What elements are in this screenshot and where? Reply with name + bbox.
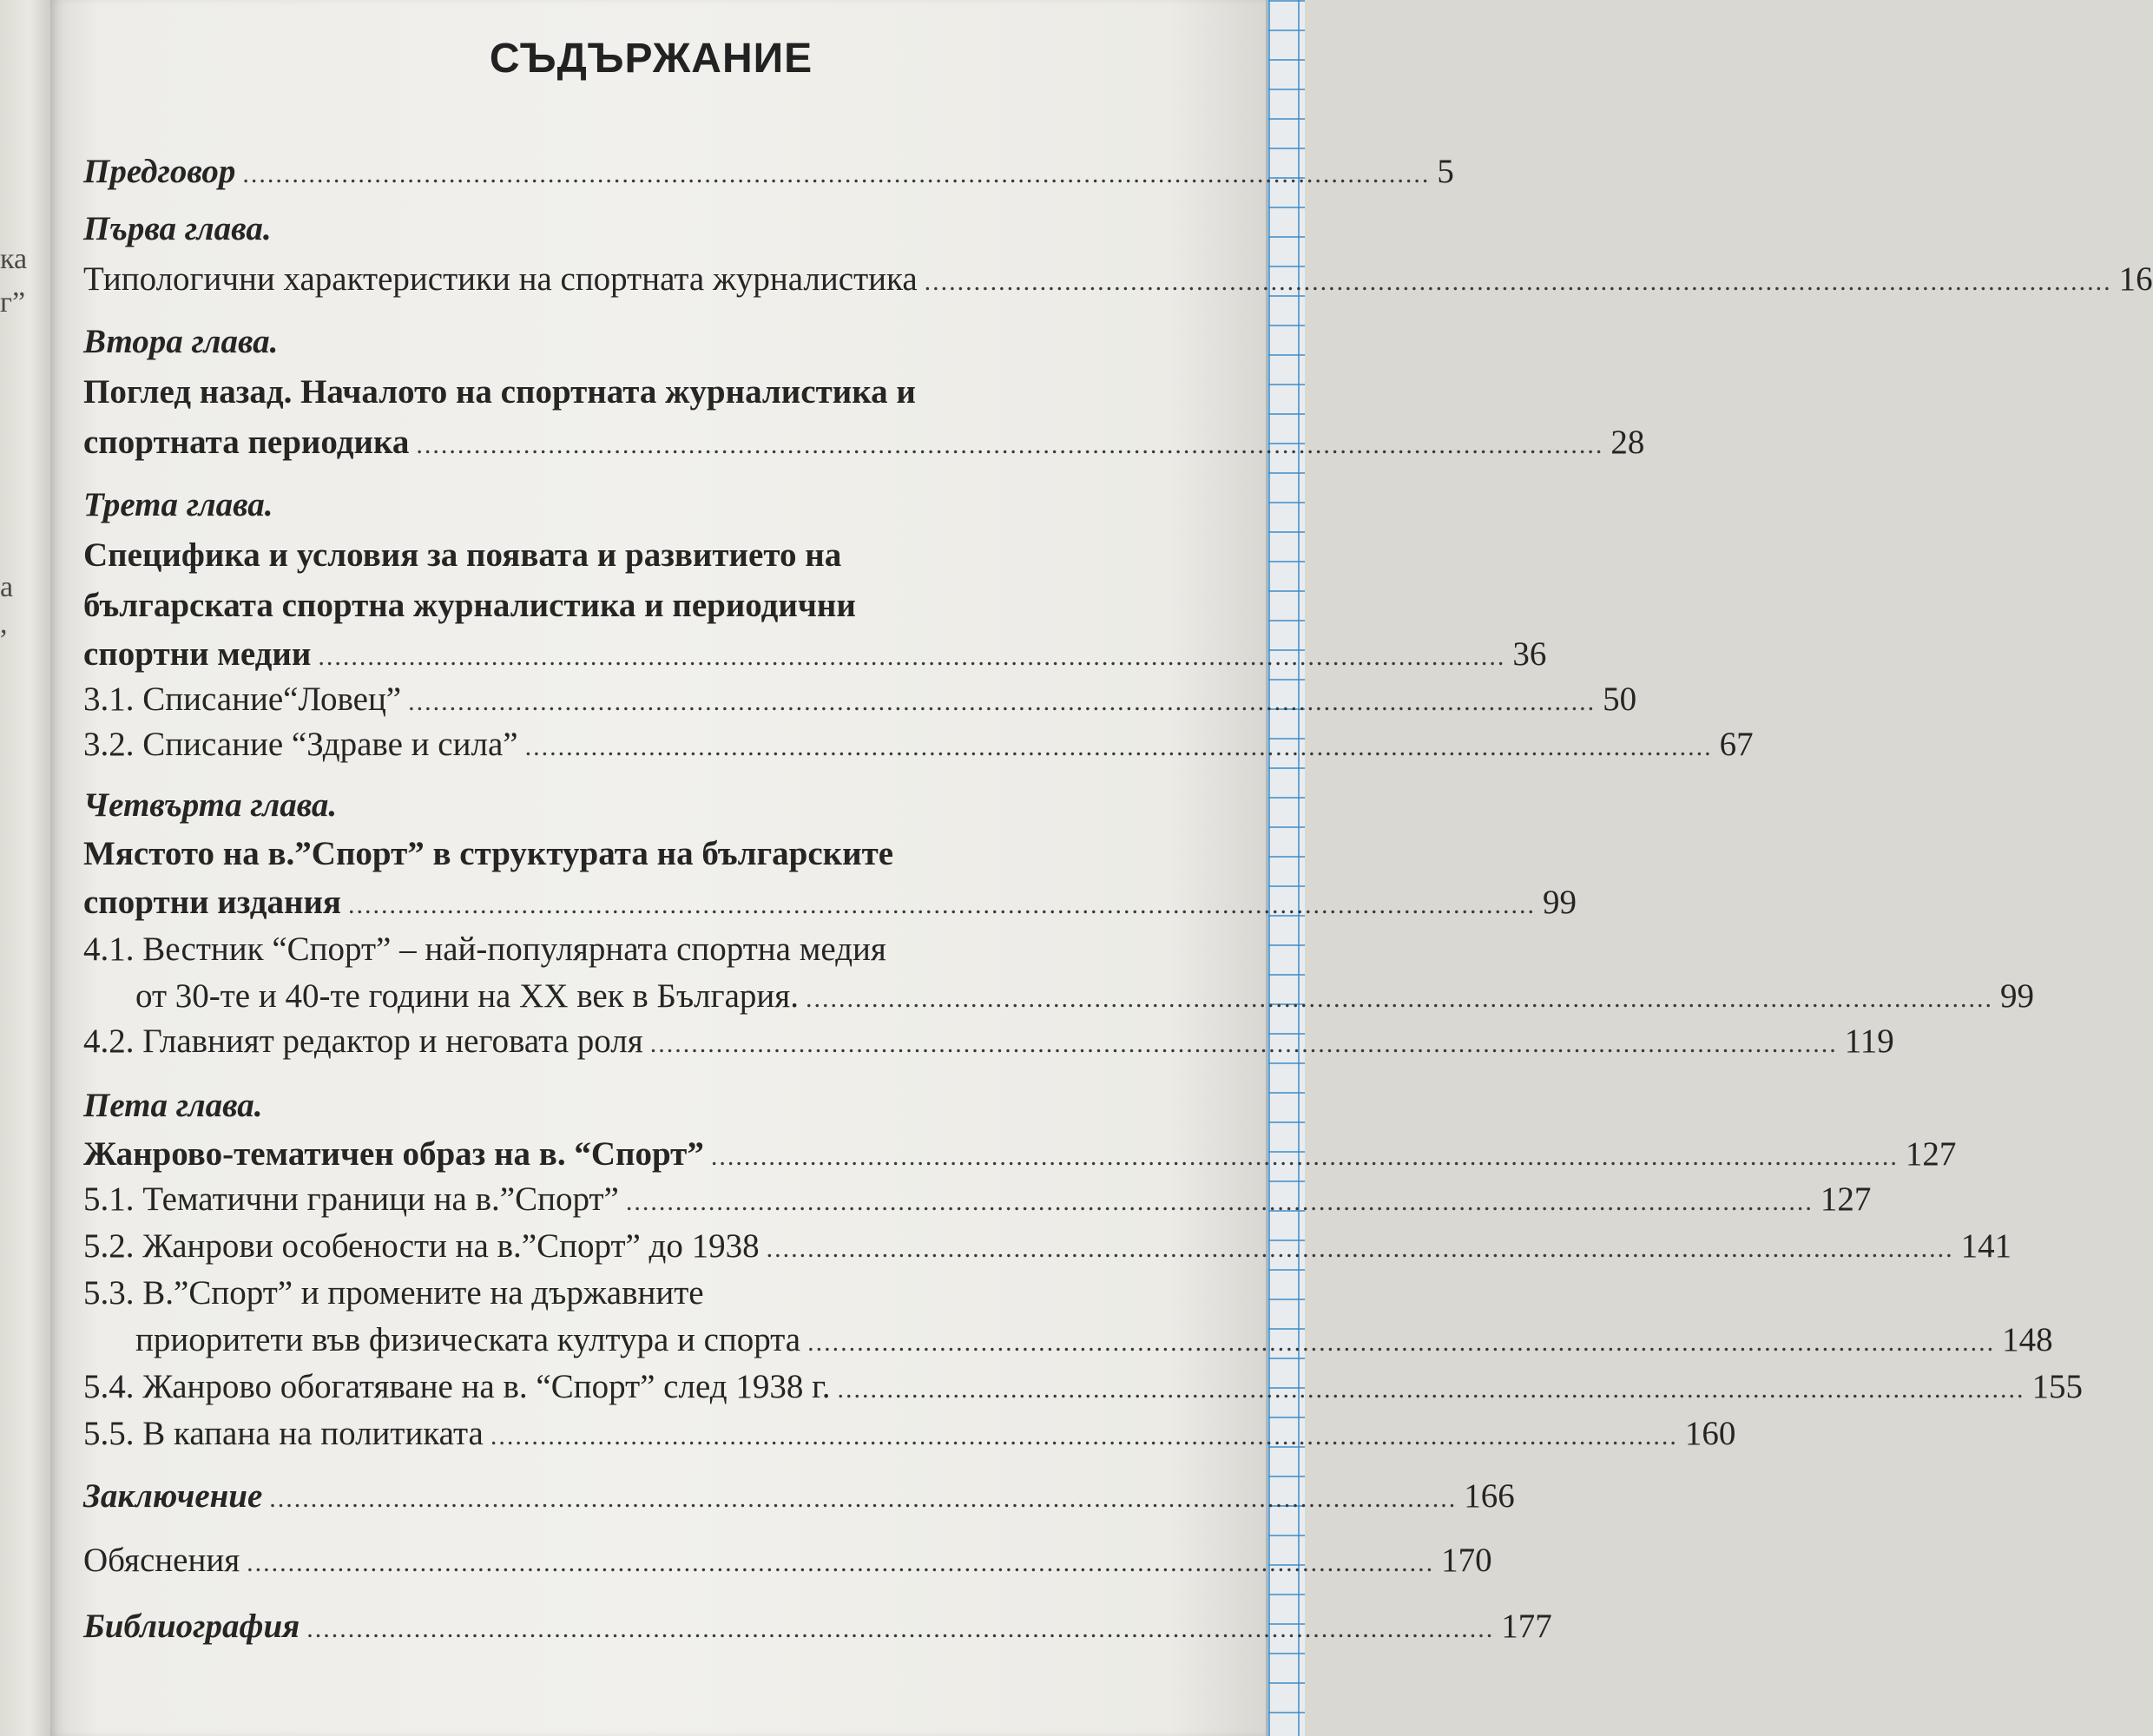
toc-page-number: 155 [2031, 1368, 2083, 1405]
toc-page-number: 99 [1543, 884, 1577, 921]
toc-page-number: 166 [1464, 1477, 1515, 1515]
dot-leader: ................................................................................................................................................ [766, 1234, 1954, 1263]
chapter-heading: Втора глава. [83, 323, 279, 360]
toc-entry-label: 5.2. Жанрови особености на в.”Спорт” до 1938 [83, 1227, 760, 1265]
toc-page-number: 50 [1603, 681, 1637, 718]
toc-page-number: 5 [1437, 153, 1454, 190]
grid-paper-edge [1266, 0, 1305, 1736]
toc-section-4-1-line: 4.1. Вестник “Спорт” – най-популярната спортна медия [83, 930, 886, 968]
dot-leader: ................................................................................................................................................ [348, 891, 1537, 919]
toc-entry-label: спортни медии [83, 635, 312, 673]
toc-section-5-5 [83, 1413, 1736, 1457]
toc-page-number: 127 [1905, 1135, 1957, 1173]
toc-entry-label: Обяснения [83, 1542, 240, 1579]
toc-entry-bibliography [83, 1606, 1552, 1650]
toc-page-number: 177 [1501, 1608, 1552, 1645]
chapter-title-line: Поглед назад. Началото на спортната журналистика и [83, 373, 916, 411]
chapter-heading: Трета глава. [83, 486, 273, 523]
toc-entry-label: Предговор [83, 153, 236, 190]
toc-section-3-1 [83, 679, 1637, 723]
dot-leader: ................................................................................................................................................ [416, 431, 1604, 459]
dot-leader: ................................................................................................................................................ [924, 267, 2112, 296]
toc-entry-label: Заключение [83, 1477, 263, 1515]
chapter-heading: Пета глава. [83, 1087, 263, 1124]
dot-leader: ................................................................................................................................................ [318, 642, 1506, 671]
toc-entry-label: 5.5. В капана на политиката [83, 1415, 484, 1452]
toc-section-5-3-line: 5.3. В.”Спорт” и промените на държавните [83, 1274, 704, 1312]
toc-entry-label: Библиография [83, 1608, 300, 1645]
dot-leader: ................................................................................................................................................ [805, 984, 1993, 1013]
toc-entry-label: спортната периодика [83, 424, 410, 461]
toc-page-number: 36 [1512, 635, 1547, 673]
chapter-heading: Първа глава. [83, 210, 272, 247]
left-page-fragment: , [0, 608, 8, 640]
dot-leader: ................................................................................................................................................ [710, 1142, 1899, 1171]
toc-page-number: 99 [1999, 977, 2034, 1015]
toc-section-5-4 [83, 1366, 2083, 1410]
toc-page-number: 119 [1844, 1023, 1894, 1060]
toc-page-number: 141 [1960, 1227, 2012, 1265]
left-page-fragment: г” [0, 286, 26, 319]
toc-entry-label: 3.2. Списание “Здраве и сила” [83, 726, 518, 763]
chapter-title-line: Мястото на в.”Спорт” в структурата на българските [83, 835, 894, 872]
toc-entry-preface [83, 151, 1454, 195]
toc-entry-label: 3.1. Списание“Ловец” [83, 681, 402, 718]
toc-entry-chapter-3 [83, 634, 1547, 678]
toc-section-5-1 [83, 1179, 1872, 1223]
toc-entry-label: от 30-те и 40-те години на XX век в България. [135, 977, 799, 1015]
toc-entry-notes [83, 1540, 1492, 1584]
toc-entry-chapter-2 [83, 422, 1645, 466]
toc-page-number: 148 [2002, 1321, 2053, 1358]
chapter-heading: Четвърта глава. [83, 786, 338, 824]
dot-leader: ................................................................................................................................................ [807, 1328, 1996, 1357]
toc-entry-label: Жанрово-тематичен образ на в. “Спорт” [83, 1135, 704, 1173]
dot-leader: ................................................................................................................................................ [269, 1484, 1458, 1513]
dot-leader: ................................................................................................................................................ [837, 1375, 2025, 1404]
toc-entry-chapter-5 [83, 1134, 1957, 1178]
dot-leader: ................................................................................................................................................ [306, 1614, 1495, 1643]
dot-leader: ................................................................................................................................................ [242, 160, 1431, 188]
chapter-title-line: българската спортна журналистика и периодични [83, 587, 856, 624]
toc-section-4-1 [135, 976, 2034, 1020]
toc-entry-label: Типологични характеристики на спортната журналистика [83, 260, 918, 298]
toc-entry-label: 5.1. Тематични граници на в.”Спорт” [83, 1180, 619, 1218]
left-page-fragment: а [0, 571, 14, 603]
toc-entry-label: спортни издания [83, 884, 342, 921]
toc-entry-chapter-1 [83, 259, 2153, 303]
toc-section-5-2 [83, 1226, 2012, 1270]
page-title: СЪДЪРЖАНИЕ [489, 36, 813, 82]
dot-leader: ................................................................................................................................................ [247, 1549, 1435, 1577]
toc-page-number: 28 [1610, 424, 1645, 461]
toc-page-number: 67 [1719, 726, 1754, 763]
toc-page-number: 170 [1441, 1542, 1492, 1579]
toc-entry-conclusion [83, 1476, 1515, 1520]
toc-section-5-3 [135, 1319, 2053, 1364]
previous-page-edge [0, 0, 50, 1736]
toc-entry-label: 5.4. Жанрово обогатяване на в. “Спорт” след 1938 г. [83, 1368, 831, 1405]
dot-leader: ................................................................................................................................................ [490, 1422, 1678, 1450]
toc-section-4-2 [83, 1021, 1894, 1065]
toc-entry-label: приоритети във физическата култура и спорта [135, 1321, 801, 1358]
dot-leader: ................................................................................................................................................ [524, 733, 1713, 761]
toc-entry-chapter-4 [83, 882, 1577, 926]
toc-entry-label: 4.2. Главният редактор и неговата роля [83, 1023, 643, 1060]
left-page-fragment: ка [0, 243, 28, 275]
toc-section-3-2 [83, 724, 1754, 768]
chapter-title-line: Специфика и условия за появата и развитието на [83, 536, 842, 574]
toc-page-number: 127 [1820, 1180, 1872, 1218]
toc-page-number: 16 [2118, 260, 2153, 298]
dot-leader: ................................................................................................................................................ [625, 1187, 1814, 1216]
dot-leader: ................................................................................................................................................ [649, 1029, 1838, 1058]
toc-page-number: 160 [1684, 1415, 1736, 1452]
dot-leader: ................................................................................................................................................ [408, 687, 1597, 716]
